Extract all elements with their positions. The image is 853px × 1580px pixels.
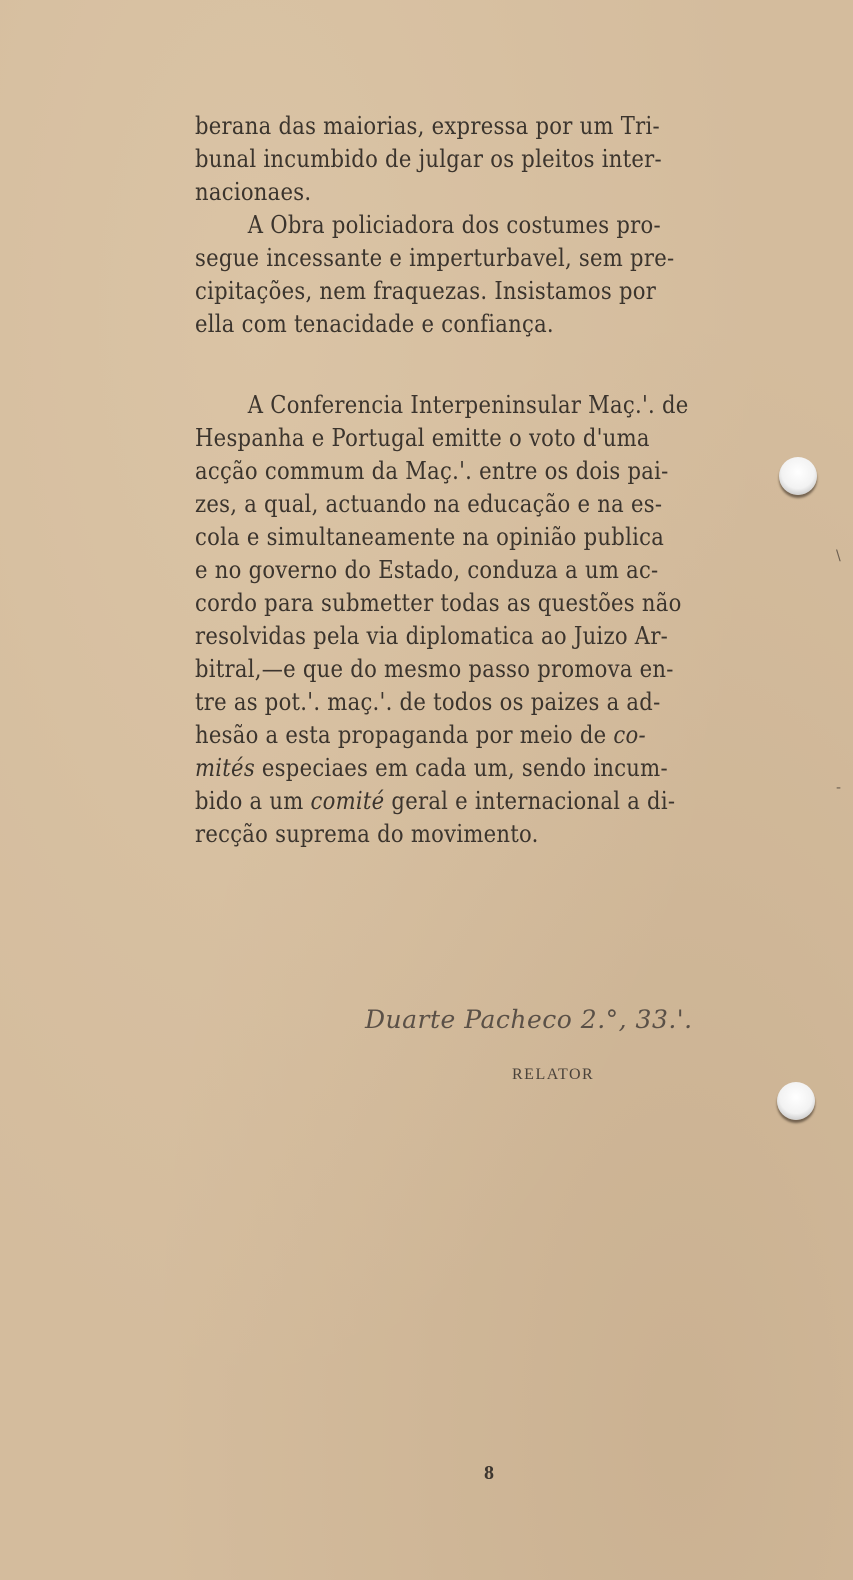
edge-mark-icon: - [836, 780, 842, 796]
text-line: A Conferencia Interpeninsular Maç.'. de [247, 391, 689, 419]
binding-hole-icon [777, 1082, 815, 1120]
edge-mark-icon: \ [836, 548, 841, 564]
body-text [195, 110, 795, 851]
paragraph-gap [195, 341, 795, 389]
text-segment: hesão a esta propaganda por meio de [195, 721, 607, 749]
text-line: berana das maiorias, expressa por um Tri- [195, 112, 660, 140]
paragraph-1 [195, 110, 795, 209]
text-line: ella com tenacidade e confiança. [195, 310, 554, 338]
text-line: zes, a qual, actuando na educação e na es- [195, 490, 663, 518]
text-line: nacionaes. [195, 178, 312, 206]
signature: Duarte Pacheco 2.°, 33.'. [365, 1005, 693, 1034]
italic-segment: comité [310, 787, 385, 815]
text-line [195, 752, 723, 785]
text-line: bunal incumbido de julgar os pleitos inter- [195, 145, 662, 173]
text-segment: especiaes em cada um, sendo incum- [261, 754, 668, 782]
page-number: 8 [484, 1462, 494, 1484]
text-line: tre as pot.'. maç.'. de todos os paizes a ad- [195, 688, 661, 716]
paragraph-3 [195, 389, 795, 851]
text-line: e no governo do Estado, conduza a um ac- [195, 556, 659, 584]
text-line: recção suprema do movimento. [195, 820, 539, 848]
text-line [195, 719, 723, 752]
text-line: segue incessante e imperturbavel, sem pre- [195, 244, 675, 272]
text-line: cipitações, nem fraquezas. Insistamos por [195, 277, 657, 305]
text-line [195, 785, 723, 818]
italic-segment: mités [195, 754, 255, 782]
text-line: A Obra policiadora dos costumes pro- [247, 211, 661, 239]
signer-role: RELATOR [512, 1066, 595, 1083]
text-segment: geral e internacional a di- [391, 787, 676, 815]
text-line: bitral,—e que do mesmo passo promova en- [195, 655, 674, 683]
text-line: cordo para submetter todas as questões não [195, 589, 682, 617]
binding-hole-icon [779, 457, 817, 495]
text-line: resolvidas pela via diplomatica ao Juizo Ar- [195, 622, 669, 650]
text-segment: bido a um [195, 787, 304, 815]
text-line: acção commum da Maç.'. entre os dois pai- [195, 457, 669, 485]
paragraph-2 [195, 209, 795, 341]
text-line: cola e simultaneamente na opinião publica [195, 523, 665, 551]
italic-segment: co- [613, 721, 646, 749]
text-line: Hespanha e Portugal emitte o voto d'uma [195, 424, 650, 452]
